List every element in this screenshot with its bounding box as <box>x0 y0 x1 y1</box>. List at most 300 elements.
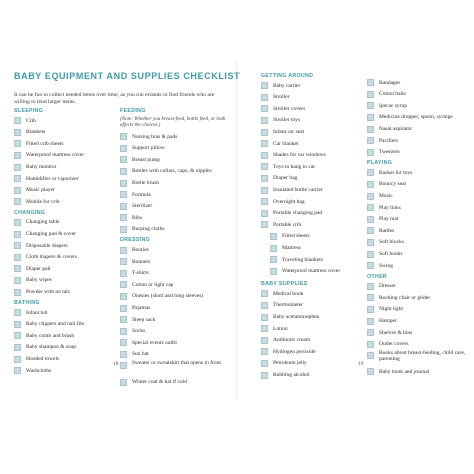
checkbox[interactable] <box>120 362 127 369</box>
checklist-item <box>14 173 118 185</box>
checkbox[interactable] <box>14 289 21 296</box>
checkbox[interactable] <box>120 351 127 358</box>
checklist-item <box>120 224 232 236</box>
checkbox[interactable] <box>261 210 268 217</box>
checkbox[interactable] <box>14 321 21 328</box>
checklist-item <box>14 150 118 162</box>
checklist-item <box>120 201 232 213</box>
checklist-item <box>14 275 118 287</box>
checklist-item <box>261 242 361 254</box>
checklist-item <box>261 358 361 370</box>
checkbox[interactable] <box>14 219 21 226</box>
checklist-item <box>14 252 118 264</box>
checkbox[interactable] <box>367 114 374 121</box>
checklist-item-label: Portable crib <box>273 221 302 228</box>
checklist-item-label: Overnight bag <box>273 198 305 205</box>
checklist-item-label: Baby wipes <box>26 277 52 284</box>
checkbox[interactable] <box>120 281 127 288</box>
checklist-item <box>367 260 471 272</box>
checkbox[interactable] <box>120 379 127 386</box>
checklist-item <box>120 131 232 143</box>
checkbox[interactable] <box>14 187 21 194</box>
checklist-item-label: Traveling blankets <box>282 256 323 263</box>
checklist-item <box>367 248 471 260</box>
checkbox[interactable] <box>120 258 127 265</box>
checklist-item-label: Car blanket <box>273 140 299 147</box>
checkbox[interactable] <box>261 175 268 182</box>
checklist-item <box>14 115 118 127</box>
checklist-item-label: Sun hat <box>132 351 149 358</box>
checklist-item-label: Music <box>379 193 393 200</box>
checklist-item <box>14 161 118 173</box>
checklist-item-label: Mattress <box>282 245 301 251</box>
checkbox[interactable] <box>14 277 21 284</box>
checkbox[interactable] <box>120 191 127 198</box>
checklist-item-label: Onesies (short and long sleeves) <box>132 293 204 300</box>
checklist-item <box>261 138 361 150</box>
checklist-item-label: Hooded towels <box>26 355 60 362</box>
right-column-1 <box>261 73 361 381</box>
checklist-item-label: Rattles <box>379 227 395 234</box>
checkbox[interactable] <box>367 318 374 325</box>
portable-crib-sublist <box>261 231 361 277</box>
checklist-item <box>367 315 471 327</box>
checklist-item <box>261 173 361 185</box>
checkbox[interactable] <box>261 221 268 228</box>
checkbox[interactable] <box>261 337 268 344</box>
checklist-item-label: Mobile for crib <box>26 198 60 205</box>
checklist-item <box>261 323 361 335</box>
checklist-item <box>120 314 232 326</box>
checklist-item-label: Pajamas <box>132 305 151 311</box>
checkbox[interactable] <box>14 344 21 351</box>
checklist-item <box>14 127 118 139</box>
checklist-item <box>261 196 361 208</box>
section-heading-getting-around: GETTING AROUND <box>261 73 314 79</box>
checklist-item-label: Books about breast-feeding, child care, parenting <box>379 350 466 363</box>
checkbox[interactable] <box>367 204 374 211</box>
checkbox[interactable] <box>270 233 277 240</box>
checkbox[interactable] <box>14 367 21 374</box>
checklist-item-label: Winter coat & hat if cold <box>132 378 187 385</box>
checkbox[interactable] <box>367 149 374 156</box>
checklist-item <box>367 327 471 339</box>
checkbox[interactable] <box>367 352 374 359</box>
checklist-item <box>120 166 232 178</box>
checklist-item-label: Cotton balls <box>379 91 406 98</box>
checklist-item-label: Fitted crib sheets <box>26 140 64 147</box>
checkbox[interactable] <box>14 198 21 205</box>
checklist-item-label: Infant car seat <box>273 129 305 136</box>
checklist-item <box>367 281 471 293</box>
checkbox[interactable] <box>261 325 268 332</box>
checklist-item <box>261 231 361 243</box>
checklist-item-label: Bandages <box>379 79 401 86</box>
checkbox[interactable] <box>14 309 21 316</box>
checklist-item-label: Cloth diapers & covers <box>26 254 77 261</box>
checkbox[interactable] <box>367 126 374 133</box>
checklist-item <box>367 292 471 304</box>
checkbox[interactable] <box>261 290 268 297</box>
checklist-item-label: Antibiotic cream <box>273 337 311 344</box>
checklist-item <box>261 254 361 266</box>
page-title: BABY EQUIPMENT AND SUPPLIES CHECKLIST <box>14 71 241 81</box>
checkbox[interactable] <box>367 181 374 188</box>
checklist-item <box>120 177 232 189</box>
checkbox[interactable] <box>261 152 268 159</box>
checklist-item <box>14 330 118 342</box>
checkbox[interactable] <box>120 226 127 233</box>
checkbox[interactable] <box>367 251 374 258</box>
left-column-1 <box>14 108 118 376</box>
checklist-item-label: Baby shampoo & soap <box>26 344 76 351</box>
checklist-item <box>14 138 118 150</box>
checklist-item <box>367 237 471 249</box>
checklist-item <box>261 369 361 381</box>
checkbox[interactable] <box>261 117 268 124</box>
checkbox[interactable] <box>120 247 127 254</box>
other-list <box>367 281 471 378</box>
checklist-item <box>367 167 471 179</box>
checklist-item-label: Rubbing alcohol <box>273 371 310 378</box>
checklist-item-label: Baby acetaminophen <box>273 313 320 320</box>
checkbox[interactable] <box>261 82 268 89</box>
checkbox[interactable] <box>261 140 268 147</box>
checklist-item <box>367 214 471 226</box>
checklist-item <box>261 311 361 323</box>
checkbox[interactable] <box>367 283 374 290</box>
checklist-item <box>14 196 118 208</box>
checklist-item-label: Diaper pail <box>26 265 51 272</box>
checklist-item <box>367 190 471 202</box>
checkbox[interactable] <box>120 168 127 175</box>
checklist-item <box>367 123 471 135</box>
checklist-item <box>261 115 361 127</box>
checkbox[interactable] <box>120 203 127 210</box>
checkbox[interactable] <box>14 117 21 124</box>
checkbox[interactable] <box>14 356 21 363</box>
checkbox[interactable] <box>367 262 374 269</box>
checklist-item <box>261 80 361 92</box>
checkbox[interactable] <box>120 180 127 187</box>
checklist-item <box>120 326 232 338</box>
checklist-item <box>120 143 232 155</box>
getting-around-list <box>261 80 361 231</box>
checkbox[interactable] <box>367 329 374 336</box>
checklist-item-label: Shelves & bins <box>379 329 413 336</box>
checkbox[interactable] <box>120 133 127 140</box>
checklist-item <box>367 366 471 378</box>
checklist-item-label: Lotion <box>273 325 288 332</box>
checklist-item-label: Rocking chair or glider <box>379 294 431 301</box>
checklist-item <box>261 288 361 300</box>
checklist-item <box>261 184 361 196</box>
checklist-item <box>367 100 471 112</box>
checklist-item <box>120 256 232 268</box>
checklist-item <box>367 112 471 124</box>
checkbox[interactable] <box>367 227 374 234</box>
checklist-item-label: Bibs <box>132 214 143 221</box>
checkbox[interactable] <box>14 265 21 272</box>
checklist-item <box>120 376 232 388</box>
checklist-item <box>261 266 361 278</box>
checklist-item <box>120 291 232 303</box>
left-column-2 <box>120 108 232 388</box>
checklist-item-label: Changing pad & cover <box>26 231 76 238</box>
checklist-item-label: Disposable diapers <box>26 242 68 249</box>
checkbox[interactable] <box>14 129 21 136</box>
checklist-item-label: Dresser <box>379 283 396 290</box>
checkbox[interactable] <box>120 156 127 163</box>
checkbox[interactable] <box>261 348 268 355</box>
checkbox[interactable] <box>261 163 268 170</box>
checklist-item <box>14 263 118 275</box>
checkbox[interactable] <box>261 94 268 101</box>
checklist-item-label: Nasal aspirator <box>379 126 413 133</box>
checklist-item-label: Night light <box>379 306 403 313</box>
checkbox[interactable] <box>261 129 268 136</box>
checklist-item-label: Music player <box>26 187 55 194</box>
checkbox[interactable] <box>14 152 21 159</box>
checklist-item <box>367 304 471 316</box>
checklist-item-label: Cotton or light cap <box>132 281 174 288</box>
playing-list <box>367 167 471 271</box>
checklist-item <box>261 219 361 231</box>
checklist-item-label: Soft blocks <box>379 239 404 246</box>
checklist-item-label: Baby comb and brush <box>26 332 75 339</box>
checklist-item <box>120 212 232 224</box>
checklist-item-label: Support pillow <box>132 145 165 152</box>
checklist-item <box>14 286 118 298</box>
checklist-item <box>367 89 471 101</box>
checklist-item <box>120 154 232 166</box>
checkbox[interactable] <box>367 102 374 109</box>
checklist-item-label: Changing table <box>26 219 60 226</box>
checklist-item-label: Formula <box>132 191 151 198</box>
checklist-item-label: Bouncy seat <box>379 181 407 188</box>
checklist-item <box>14 353 118 365</box>
section-heading-feeding: FEEDING <box>120 108 146 114</box>
right-page <box>237 0 474 474</box>
section-heading-changing: CHANGING <box>14 209 46 216</box>
checklist-item <box>261 126 361 138</box>
checklist-item <box>261 208 361 220</box>
checkbox[interactable] <box>367 216 374 223</box>
checkbox[interactable] <box>261 372 268 379</box>
checklist-item-label: Baby monitor <box>26 164 57 171</box>
checklist-item-label: Diaper bag <box>273 175 298 182</box>
page-number-right: 19 <box>358 361 364 367</box>
section-heading-sleeping: SLEEPING <box>14 108 44 114</box>
checklist-item-label: Soft books <box>379 251 403 257</box>
checklist-item-label: Portable changing pad <box>273 210 323 217</box>
checklist-item-label: Thermometer <box>273 302 303 309</box>
checkbox[interactable] <box>14 332 21 339</box>
bathing-list <box>14 307 118 377</box>
checklist-item <box>261 92 361 104</box>
checklist-item-label: Medicine dropper, spoon, syringe <box>379 114 453 121</box>
checklist-item <box>367 338 471 350</box>
checklist-item <box>367 225 471 237</box>
checklist-item <box>14 342 118 354</box>
checklist-item-label: Stroller covers <box>273 105 306 112</box>
checklist-item-label: Humidifier or vaporizer <box>26 175 79 182</box>
checkbox[interactable] <box>367 137 374 144</box>
checklist-item-label: Stroller <box>273 94 290 101</box>
checklist-item <box>367 179 471 191</box>
page-number-left: 18 <box>113 361 119 367</box>
feeding-note: (Note: Whether you breast-feed, bottle feed, or both affects the choices.) <box>120 116 226 128</box>
checkbox[interactable] <box>367 193 374 200</box>
checklist-item <box>261 161 361 173</box>
checklist-item <box>14 228 118 240</box>
checklist-item <box>120 349 232 361</box>
checklist-item-label: Special events outfit <box>132 339 177 346</box>
checklist-item-label: Baby book and journal <box>379 368 430 375</box>
checkbox[interactable] <box>14 242 21 249</box>
checkbox[interactable] <box>14 254 21 261</box>
checklist-item <box>14 217 118 229</box>
baby-supplies-list <box>261 288 361 381</box>
checklist-item-label: Blankets <box>26 129 46 136</box>
checkbox[interactable] <box>120 316 127 323</box>
checklist-item-label: Outlet covers <box>379 341 409 348</box>
checkbox[interactable] <box>120 293 127 300</box>
sleeping-list <box>14 115 118 208</box>
checkbox[interactable] <box>270 268 277 275</box>
checklist-item <box>14 307 118 319</box>
checklist-item-label: Hamper <box>379 317 397 324</box>
checklist-item <box>261 334 361 346</box>
checklist-item-label: Breast pump <box>132 156 160 163</box>
checkbox[interactable] <box>120 305 127 312</box>
checklist-item-label: Baby clippers and nail file <box>26 321 85 328</box>
checklist-item-label: Powder with no talc <box>26 289 71 295</box>
checklist-item <box>120 279 232 291</box>
checklist-item-label: Tweezers <box>379 149 400 156</box>
checkbox[interactable] <box>367 306 374 313</box>
checklist-item <box>14 319 118 331</box>
section-heading-baby-supplies: BABY SUPPLIES <box>261 281 308 288</box>
checklist-item <box>14 240 118 252</box>
checkbox[interactable] <box>120 145 127 152</box>
checkbox[interactable] <box>367 79 374 86</box>
checklist-item-label: Waterproof mattress cover <box>282 268 341 275</box>
checklist-item-label: Play mat <box>379 216 399 223</box>
checklist-item-label: T-shirts <box>132 270 149 277</box>
checklist-item <box>120 302 232 314</box>
checklist-item-label: Sweater or sweatshirt that opens in front <box>132 360 221 367</box>
checklist-item <box>261 300 361 312</box>
checklist-item <box>261 346 361 358</box>
checkbox[interactable] <box>14 140 21 147</box>
checklist-item-label: Play links <box>379 204 401 211</box>
checklist-item-label: Fitted sheets <box>282 233 310 240</box>
checkbox[interactable] <box>367 239 374 246</box>
checkbox[interactable] <box>270 245 277 252</box>
checklist-item-label: Infant tub <box>26 309 48 316</box>
checkbox[interactable] <box>120 339 127 346</box>
checklist-item-label: Washcloths <box>26 367 52 374</box>
checklist-item-label: Medical book <box>273 290 304 297</box>
checklist-item <box>120 360 232 376</box>
checklist-item-label: Burping cloths <box>132 226 165 233</box>
checklist-item-label: Insulated bottle carrier <box>273 187 323 194</box>
section-heading-other: OTHER <box>367 273 388 280</box>
feeding-list <box>120 131 232 235</box>
checkbox[interactable] <box>367 294 374 301</box>
checklist-item <box>120 244 232 256</box>
checkbox[interactable] <box>14 175 21 182</box>
checkbox[interactable] <box>261 302 268 309</box>
checklist-item-label: Pacifiers <box>379 137 399 144</box>
checkbox[interactable] <box>261 360 268 367</box>
checklist-item-label: Stroller toys <box>273 117 301 124</box>
checklist-item-label: Basket for toys <box>379 169 413 176</box>
checklist-item <box>120 337 232 349</box>
checkbox[interactable] <box>367 91 374 98</box>
medical-supplies-list <box>367 77 471 158</box>
dressing-list <box>120 244 232 388</box>
checklist-item <box>14 365 118 377</box>
checklist-item-label: Socks <box>132 328 146 335</box>
checklist-item-label: Ipecac syrup <box>379 102 407 109</box>
checkbox[interactable] <box>120 214 127 221</box>
checkbox[interactable] <box>14 164 21 171</box>
checklist-item-label: Booties <box>132 247 149 254</box>
checklist-item <box>367 350 471 366</box>
checklist-item-label: Waterproof mattress cover <box>26 152 85 159</box>
checklist-item-label: Nursing bras & pads <box>132 133 178 140</box>
checkbox[interactable] <box>367 341 374 348</box>
checklist-item-label: Crib <box>26 117 36 124</box>
checklist-item-label: Shades for car windows <box>273 152 326 159</box>
checklist-item <box>120 189 232 201</box>
checklist-item-label: Sterilizer <box>132 203 153 210</box>
checklist-item <box>367 202 471 214</box>
checkbox[interactable] <box>261 187 268 194</box>
checkbox[interactable] <box>14 231 21 238</box>
checkbox[interactable] <box>270 256 277 263</box>
checkbox[interactable] <box>367 169 374 176</box>
checklist-item <box>261 103 361 115</box>
checklist-item <box>367 147 471 159</box>
checklist-item-label: Sleep sack <box>132 316 156 323</box>
checklist-item <box>120 268 232 280</box>
right-column-2 <box>367 77 471 378</box>
checkbox[interactable] <box>261 198 268 205</box>
checkbox[interactable] <box>261 105 268 112</box>
checklist-item-label: Bottle brush <box>132 180 160 187</box>
intro-text: It can be fun to collect needed items over time, as you run errands or find friends who are willing to lend larger items. <box>14 92 215 105</box>
checklist-item-label: Toys to hang in car <box>273 163 316 170</box>
section-heading-dressing: DRESSING <box>120 237 151 244</box>
checkbox[interactable] <box>367 368 374 375</box>
checklist-item <box>367 77 471 89</box>
checklist-item <box>14 185 118 197</box>
section-heading-playing: PLAYING <box>367 160 393 167</box>
section-heading-bathing: BATHING <box>14 299 40 306</box>
checkbox[interactable] <box>120 328 127 335</box>
checklist-item-label: Bottles with collars, caps, & nipples <box>132 168 212 175</box>
checkbox[interactable] <box>261 314 268 321</box>
checklist-item <box>367 135 471 147</box>
checkbox[interactable] <box>120 270 127 277</box>
checklist-item-label: Petroleum jelly <box>273 360 307 367</box>
checklist-item-label: Baby carrier <box>273 82 301 89</box>
changing-list <box>14 217 118 298</box>
checklist-item-label: Bonnets <box>132 258 151 265</box>
